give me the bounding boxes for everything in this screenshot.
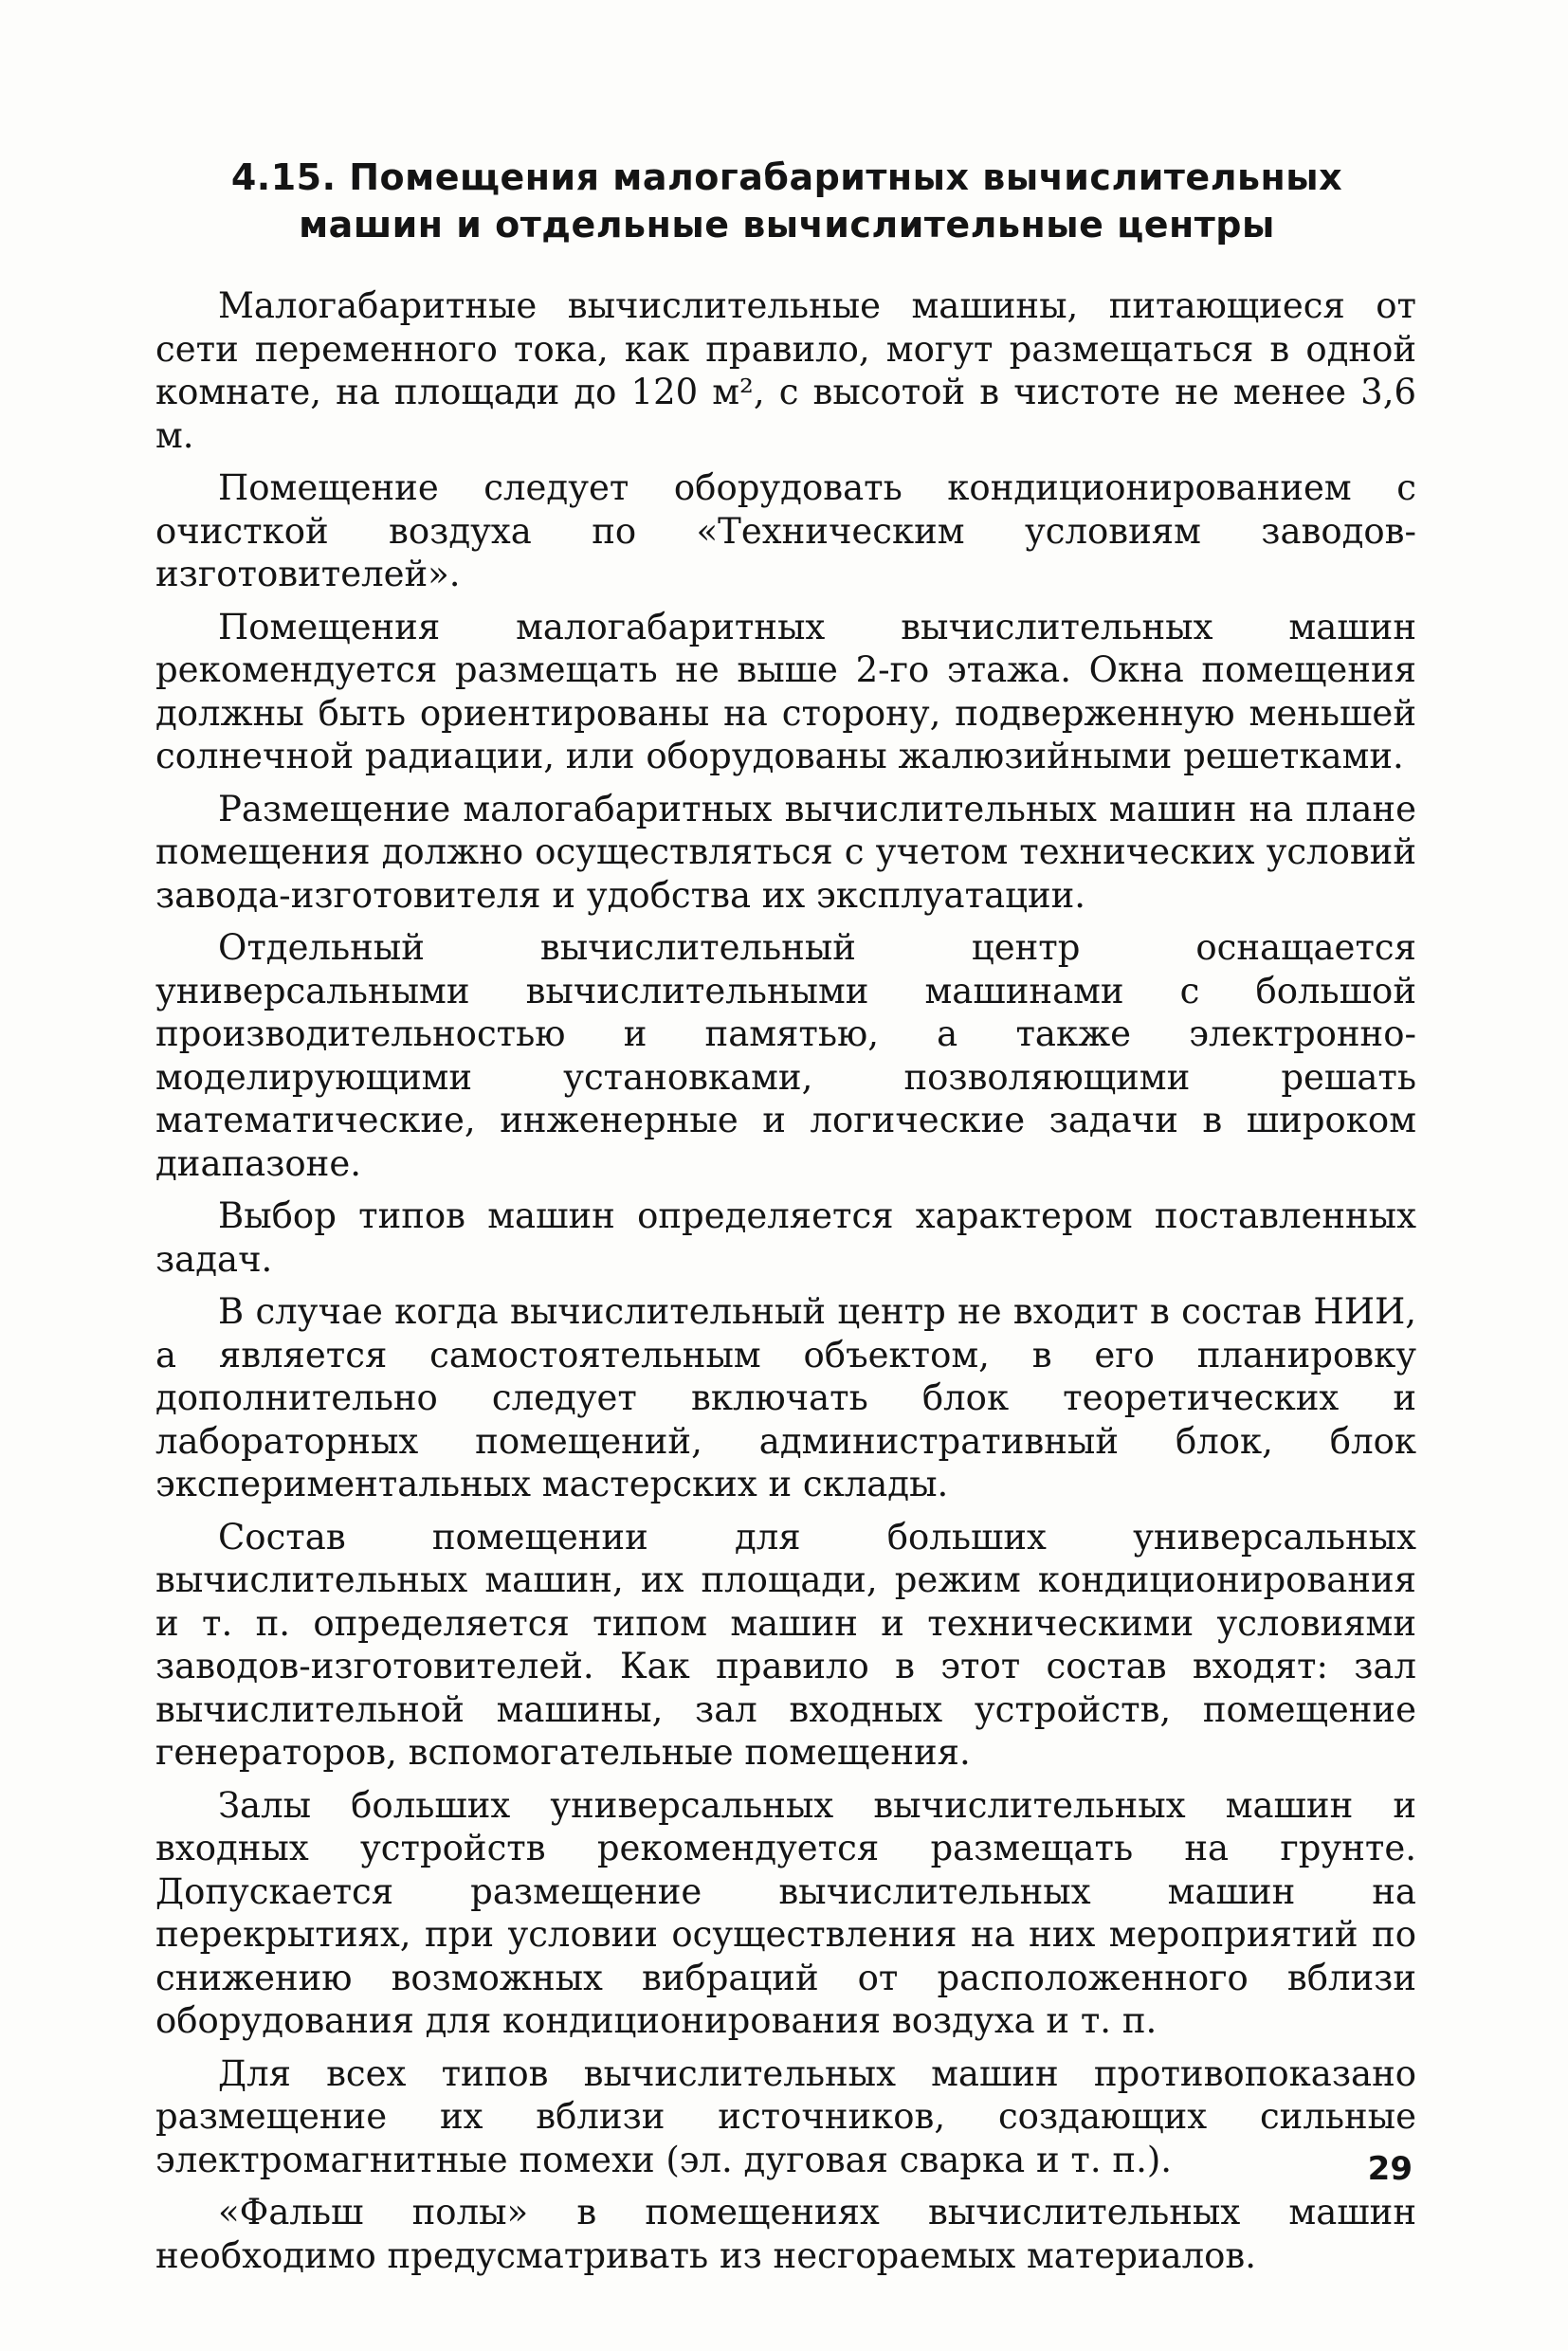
page-number: 29: [1367, 2150, 1413, 2188]
section-heading-line-2: машин и отдельные вычислительные центры: [299, 204, 1275, 246]
paragraph: «Фальш полы» в помещениях вычислительных машин необходимо предусматривать из несгораемых материалов.: [155, 2192, 1416, 2276]
section-heading: [190, 154, 1384, 248]
paragraph: Выбор типов машин определяется характером поставленных задач.: [155, 1195, 1416, 1280]
paragraph: Для всех типов вычислительных машин противопоказано размещение их вблизи источников, создающих сильные электромагнитные помехи (эл. дуговая сварка и т. п.).: [155, 2052, 1416, 2180]
paragraph: Помещения малогабаритных вычислительных машин рекомендуется размещать не выше 2-го этажа. Окна помещения должны быть ориентированы на сторону, подверженную меньшей солнечной радиации, или оборудованы жалюзийными решетками.: [155, 606, 1416, 776]
paragraph: Состав помещении для больших универсальных вычислительных машин, их площади, режим кондиционирования и т. п. определяется типом машин и техническими условиями заводов-изготовителей. Как правило в этот состав входят: зал вычислительной машины, зал входных устройств, помещение генераторов, вспомогательные помещения.: [155, 1516, 1416, 1773]
paragraph: В случае когда вычислительный центр не входит в состав НИИ, а является самостоятельным объектом, в его планировку дополнительно следует включать блок теоретических и лабораторных помещений, административный блок, блок экспериментальных мастерских и склады.: [155, 1291, 1416, 1504]
paragraph: Залы больших универсальных вычислительных машин и входных устройств рекомендуется размещать на грунте. Допускается размещение вычислительных машин на перекрытиях, при условии осуществления на них мероприятий по снижению возможных вибраций от расположенного вблизи оборудования для кондиционирования воздуха и т. п.: [155, 1784, 1416, 2041]
paragraph: Размещение малогабаритных вычислительных машин на плане помещения должно осуществляться с учетом технических условий завода-изготовителя и удобства их эксплуатации.: [155, 788, 1416, 916]
body-text: [155, 284, 1416, 2287]
section-heading-line-1: 4.15. Помещения малогабаритных вычислительных: [230, 156, 1343, 198]
paragraph: Помещение следует оборудовать кондиционированием с очисткой воздуха по «Техническим условиям заводов-изготовителей».: [155, 467, 1416, 594]
paragraph: Малогабаритные вычислительные машины, питающиеся от сети переменного тока, как правило, могут размещаться в одной комнате, на площади до 120 м², с высотой в чистоте не менее 3,6 м.: [155, 285, 1416, 456]
paragraph: Отдельный вычислительный центр оснащается универсальными вычислительными машинами с большой производительностью и памятью, а также электронно-моделирующими установками, позволяющими решать математические, инженерные и логические задачи в широком диапазоне.: [155, 927, 1416, 1184]
